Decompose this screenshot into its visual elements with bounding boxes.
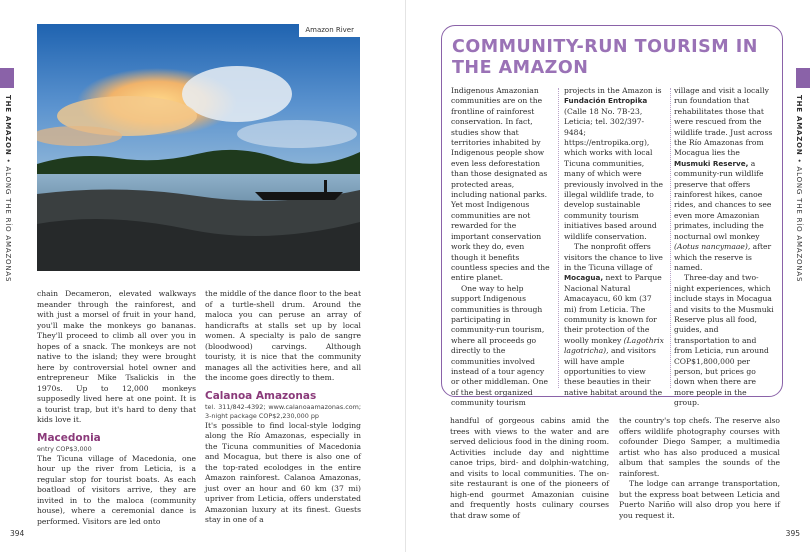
section-tab-right xyxy=(796,68,810,88)
column-divider xyxy=(558,88,559,388)
right-column-1 xyxy=(450,416,609,521)
amazon-river-photo xyxy=(37,24,360,271)
macedonia-entry: entry COP$3,000 xyxy=(37,444,92,453)
page-number-right: 395 xyxy=(785,529,800,538)
left-column-2 xyxy=(205,289,361,526)
right-column-2 xyxy=(619,416,780,521)
section-tab-left xyxy=(0,68,14,88)
paragraph: the middle of the dance floor to the beat of a turtle-shell drum. Around the maloca you can peruse an array of handicrafts at stalls set up by local women. A specialty is palo de sangre (bloodwood) carvings. Although touristy, it is nice that the community manages all the activities here, and all the income goes directly to them. xyxy=(205,289,361,382)
paragraph: projects in the Amazon is Fundación Entropika (Calle 18 No. 7B-23, Leticia; tel. 302/397-9484; https://entropika.org), which works with local Ticuna communities, many of which were previously involved in the illegal wildlife trade, to develop sustainable community tourism initiatives based around wildlife conservation. xyxy=(564,86,664,241)
sidebar-column-1 xyxy=(451,86,551,409)
paragraph: The lodge can arrange transportation, but the express boat between Leticia and Puerto Nariño will also drop you here if you request it. xyxy=(619,479,780,520)
column-divider xyxy=(670,88,671,388)
community-tourism-sidebar xyxy=(441,25,783,408)
page-number-left: 394 xyxy=(10,529,25,538)
running-head-right: THE AMAZON • ALONG THE RÍO AMAZONAS xyxy=(795,95,803,283)
paragraph: The nonprofit offers visitors the chance to live in the Ticuna village of Mocagua, next to Parque Nacional Natural Amacayacu, 60 km (37 mi) from Leticia. The community is known for their protection of the woolly monkey (Lagothrix lagotricha), and visitors will have ample opportunities to view these beauties in their native habitat around the xyxy=(564,242,664,397)
macedonia-heading: Macedonia xyxy=(37,431,101,444)
left-column-1 xyxy=(37,289,196,527)
paragraph: chain Decameron, elevated walkways meander through the rainforest, and with just a morsel of fruit in your hand, you'll make the monkeys go bananas. They'll proceed to climb all over you in hopes of a snack. The monkeys are not native to the island; they were brought here by controversial hotel owner and entrepreneur Mike Tsalickis in the 1970s. Up to 12,000 monkeys supposedly lived here at one point. It is a tourist trap, but it's hard to deny that kids love it. xyxy=(37,289,196,424)
paragraph: Three-day and two-night experiences, which include stays in Mocagua and visits to the Musmuki Reserve plus all food, guides, and transportation to and from Leticia, run around COP$1,800,000 per person, but prices go down when there are more people in the group. xyxy=(674,273,774,408)
musmuki-reserve: Musmuki Reserve, xyxy=(674,158,749,168)
mocagua: Mocagua, xyxy=(564,273,604,283)
calanoa-meta: tel. 311/842-4392; www.calanoaamazonas.com; 3-night package COP$2,230,000 pp xyxy=(205,402,361,420)
page-gutter xyxy=(405,0,406,552)
paragraph: village and visit a locally run foundation that rehabilitates those that were rescued from the wildlife trade. Just across the Río Amazonas from Mocagua lies the Musmuki Reserve, a community-run wildlife preserve that offers rainforest hikes, canoe rides, and chances to see even more Amazonian primates, including the nocturnal owl monkey (Aotus nancymaae), after which the reserve is named. xyxy=(674,86,773,272)
sidebar-column-3 xyxy=(674,86,774,409)
calanoa-heading: Calanoa Amazonas xyxy=(205,389,317,402)
paragraph: The Ticuna village of Macedonia, one hour up the river from Leticia, is a regular stop for tourist boats. As each boatload of visitors arrive, they are invited in to the maloca (community house), where a ceremonial dance is performed. Visitors are led onto xyxy=(37,453,196,526)
sidebar-column-2 xyxy=(564,86,664,398)
fundacion-entropika: Fundación Entropika xyxy=(564,96,648,106)
paragraph: the country's top chefs. The reserve also offers wildlife photography courses with cofounder Diego Samper, a multimedia artist who has also produced a musical album that samples the sounds of the rainforest. xyxy=(619,416,780,478)
paragraph: It's possible to find local-style lodging along the Río Amazonas, especially in the Ticuna communities of Macedonia and Mocagua, but there is also one of the top-rated ecolodges in the entire Amazon rainforest. Calanoa Amazonas, just over an hour and 60 km (37 mi) upriver from Leticia, offers understated Amazonian luxury at its finest. Guests stay in one of a xyxy=(205,420,361,524)
paragraph: Indigenous Amazonian communities are on the frontline of rainforest conservation. In fact, studies show that territories inhabited by Indigenous people show even less deforestation than those designated as protected areas, including national parks. Yet most Indigenous communities are not rewarded for the important conservation work they do, even though it benefits countless species and the entire planet. xyxy=(451,86,550,283)
sidebar-title: COMMUNITY-RUN TOURISM IN THE AMAZON xyxy=(452,37,758,78)
paragraph: handful of gorgeous cabins amid the trees with views to the water and are served delicious food in the dining room. Activities include day and nighttime canoe trips, bird- and dolphin-watching, and visits to local communities. The on-site restaurant is one of the pioneers of high-end gourmet Amazonian cuisine and frequently hosts culinary courses that draw some of xyxy=(450,416,609,520)
paragraph: One way to help support Indigenous communities is through participating in community-run tourism, where all proceeds go directly to the communities involved instead of a tour agency or other middleman. One of the best organized community tourism xyxy=(451,283,548,408)
running-head-left: THE AMAZON • ALONG THE RÍO AMAZONAS xyxy=(4,95,12,283)
photo-caption: Amazon River xyxy=(299,24,360,37)
